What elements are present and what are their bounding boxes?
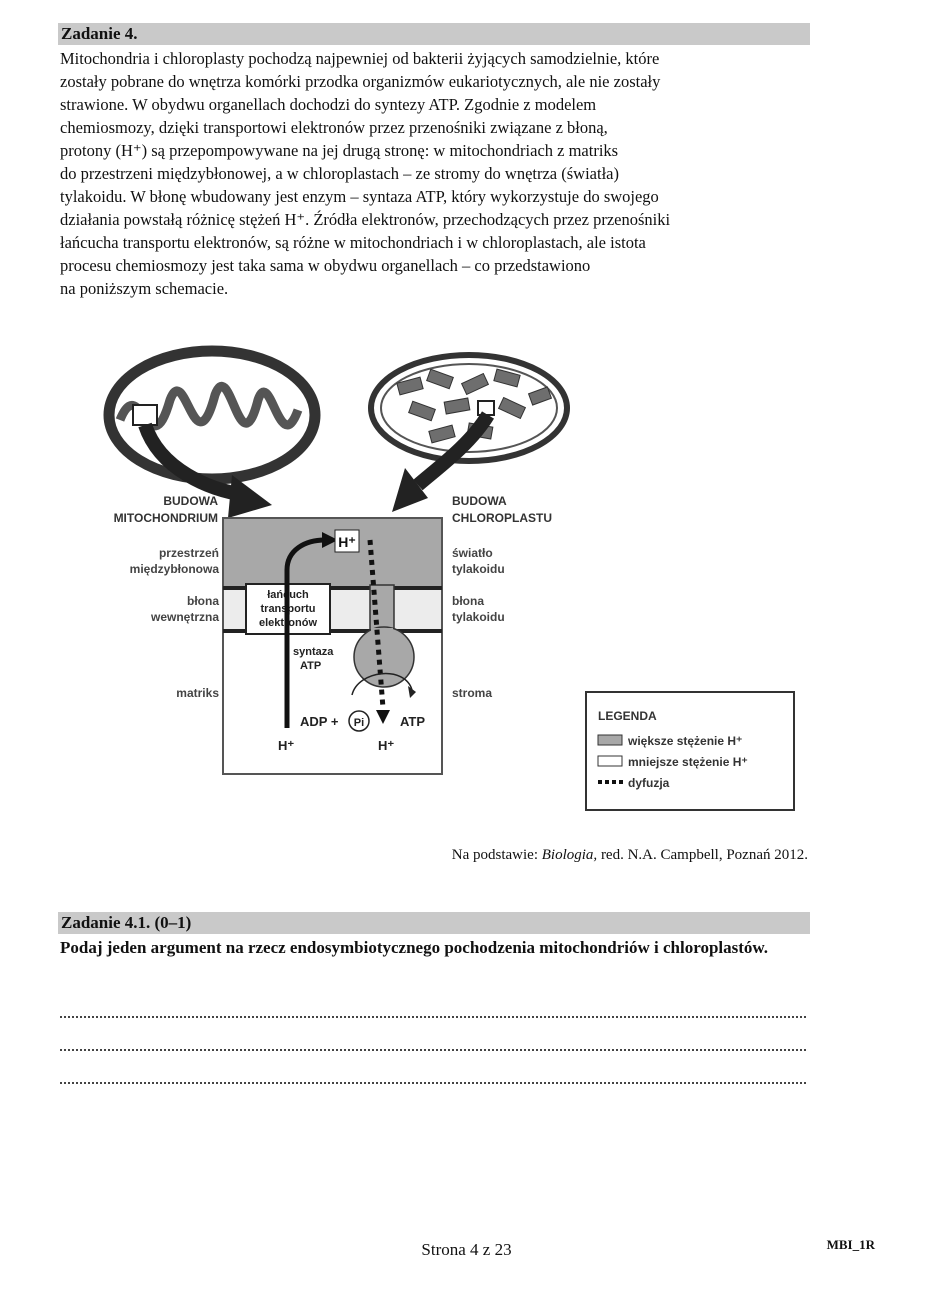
paragraph-line: tylakoidu. W błonę wbudowany jest enzym – syntaza ATP, który wykorzystuje do swojego [60,187,659,206]
chemiosmosis-diagram [0,340,933,820]
label-intermembrane-1: przestrzeń [158,546,219,560]
exam-code: MBI_1R [826,1237,875,1252]
paragraph-line: procesu chemiosmozy jest taka sama w obydwu organellach – co przedstawiono [60,256,591,275]
chain-label-2: transportu [260,603,316,615]
paragraph-line: protony (H⁺) są przepompowywane na jej drugą stronę: w mitochondriach z matriks [60,141,619,160]
label-matrix: matriks [176,686,219,700]
source-rest: red. N.A. Campbell, Poznań 2012. [597,847,808,863]
title-mitochondrium-1: BUDOWA [163,494,218,508]
answer-line[interactable] [60,1049,806,1051]
high-concentration-region [223,518,442,587]
pi-label: Pi [353,717,365,729]
title-chloroplast-1: BUDOWA [452,494,507,508]
adp-label: ADP + [300,714,339,729]
chain-label-3: elektronów [258,617,318,629]
mitochondrion-illustration [109,351,315,479]
paragraph-line: łańcucha transportu elektronów, są różne w mitochondriach i w chloroplastach, ale istota [60,233,646,252]
synthase-label-1: syntaza [293,646,334,658]
subtask-title: Zadanie 4.1. (0–1) [58,912,810,934]
label-intermembrane-2: międzybłonowa [129,562,219,576]
source-book: Biologia, [541,847,598,863]
label-inner-membrane-1: błona [187,594,219,608]
legend-high: większe stężenie H⁺ [628,734,743,748]
legend [586,692,794,810]
label-inner-membrane-2: wewnętrzna [150,610,219,624]
h-plus-left: H⁺ [278,738,295,753]
paragraph-line: chemiosmozy, dzięki transportowi elektronów przez przenośniki związane z błoną, [60,118,608,137]
atp-label: ATP [400,714,426,729]
h-plus-top: H⁺ [338,534,356,550]
legend-low: mniejsze stężenie H⁺ [628,755,748,769]
answer-line[interactable] [60,1082,806,1084]
legend-title: LEGENDA [598,709,657,723]
answer-line[interactable] [60,1016,806,1018]
synthase-label-2: ATP [300,660,322,672]
paragraph-line: strawione. W obydwu organellach dochodzi do syntezy ATP. Zgodnie z modelem [60,95,597,114]
chain-label-1: łańcuch [267,589,309,601]
task-paragraph [60,47,808,300]
label-lumen-1: światło [452,546,493,560]
label-thylakoid-membrane-2: tylakoidu [452,610,505,624]
title-chloroplast-2: CHLOROPLASTU [452,511,552,525]
h-plus-right: H⁺ [378,738,395,753]
legend-diffusion: dyfuzja [628,776,670,790]
paragraph-line: do przestrzeni międzybłonowej, a w chloroplastach – ze stromy do wnętrza (światła) [60,164,619,183]
source-citation [452,847,808,864]
task-title: Zadanie 4. [58,23,810,45]
paragraph-line: zostały pobrane do wnętrza komórki przodka organizmów eukariotycznych, ale nie zostały [60,72,661,91]
paragraph-line: na poniższym schemacie. [60,279,229,298]
paragraph-line: działania powstałą różnicę stężeń H⁺. Źródła elektronów, przechodzących przez przenośniki [60,210,671,229]
label-lumen-2: tylakoidu [452,562,505,576]
page-number: Strona 4 z 23 [421,1240,512,1259]
title-mitochondrium-2: MITOCHONDRIUM [113,511,218,525]
label-stroma: stroma [452,686,493,700]
source-prefix: Na podstawie: [451,847,542,863]
label-thylakoid-membrane-1: błona [452,594,484,608]
paragraph-line: Mitochondria i chloroplasty pochodzą najpewniej od bakterii żyjących samodzielnie, które [60,49,660,68]
subtask-question: Podaj jeden argument na rzecz endosymbiotycznego pochodzenia mitochondriów i chloroplastów. [60,938,768,957]
